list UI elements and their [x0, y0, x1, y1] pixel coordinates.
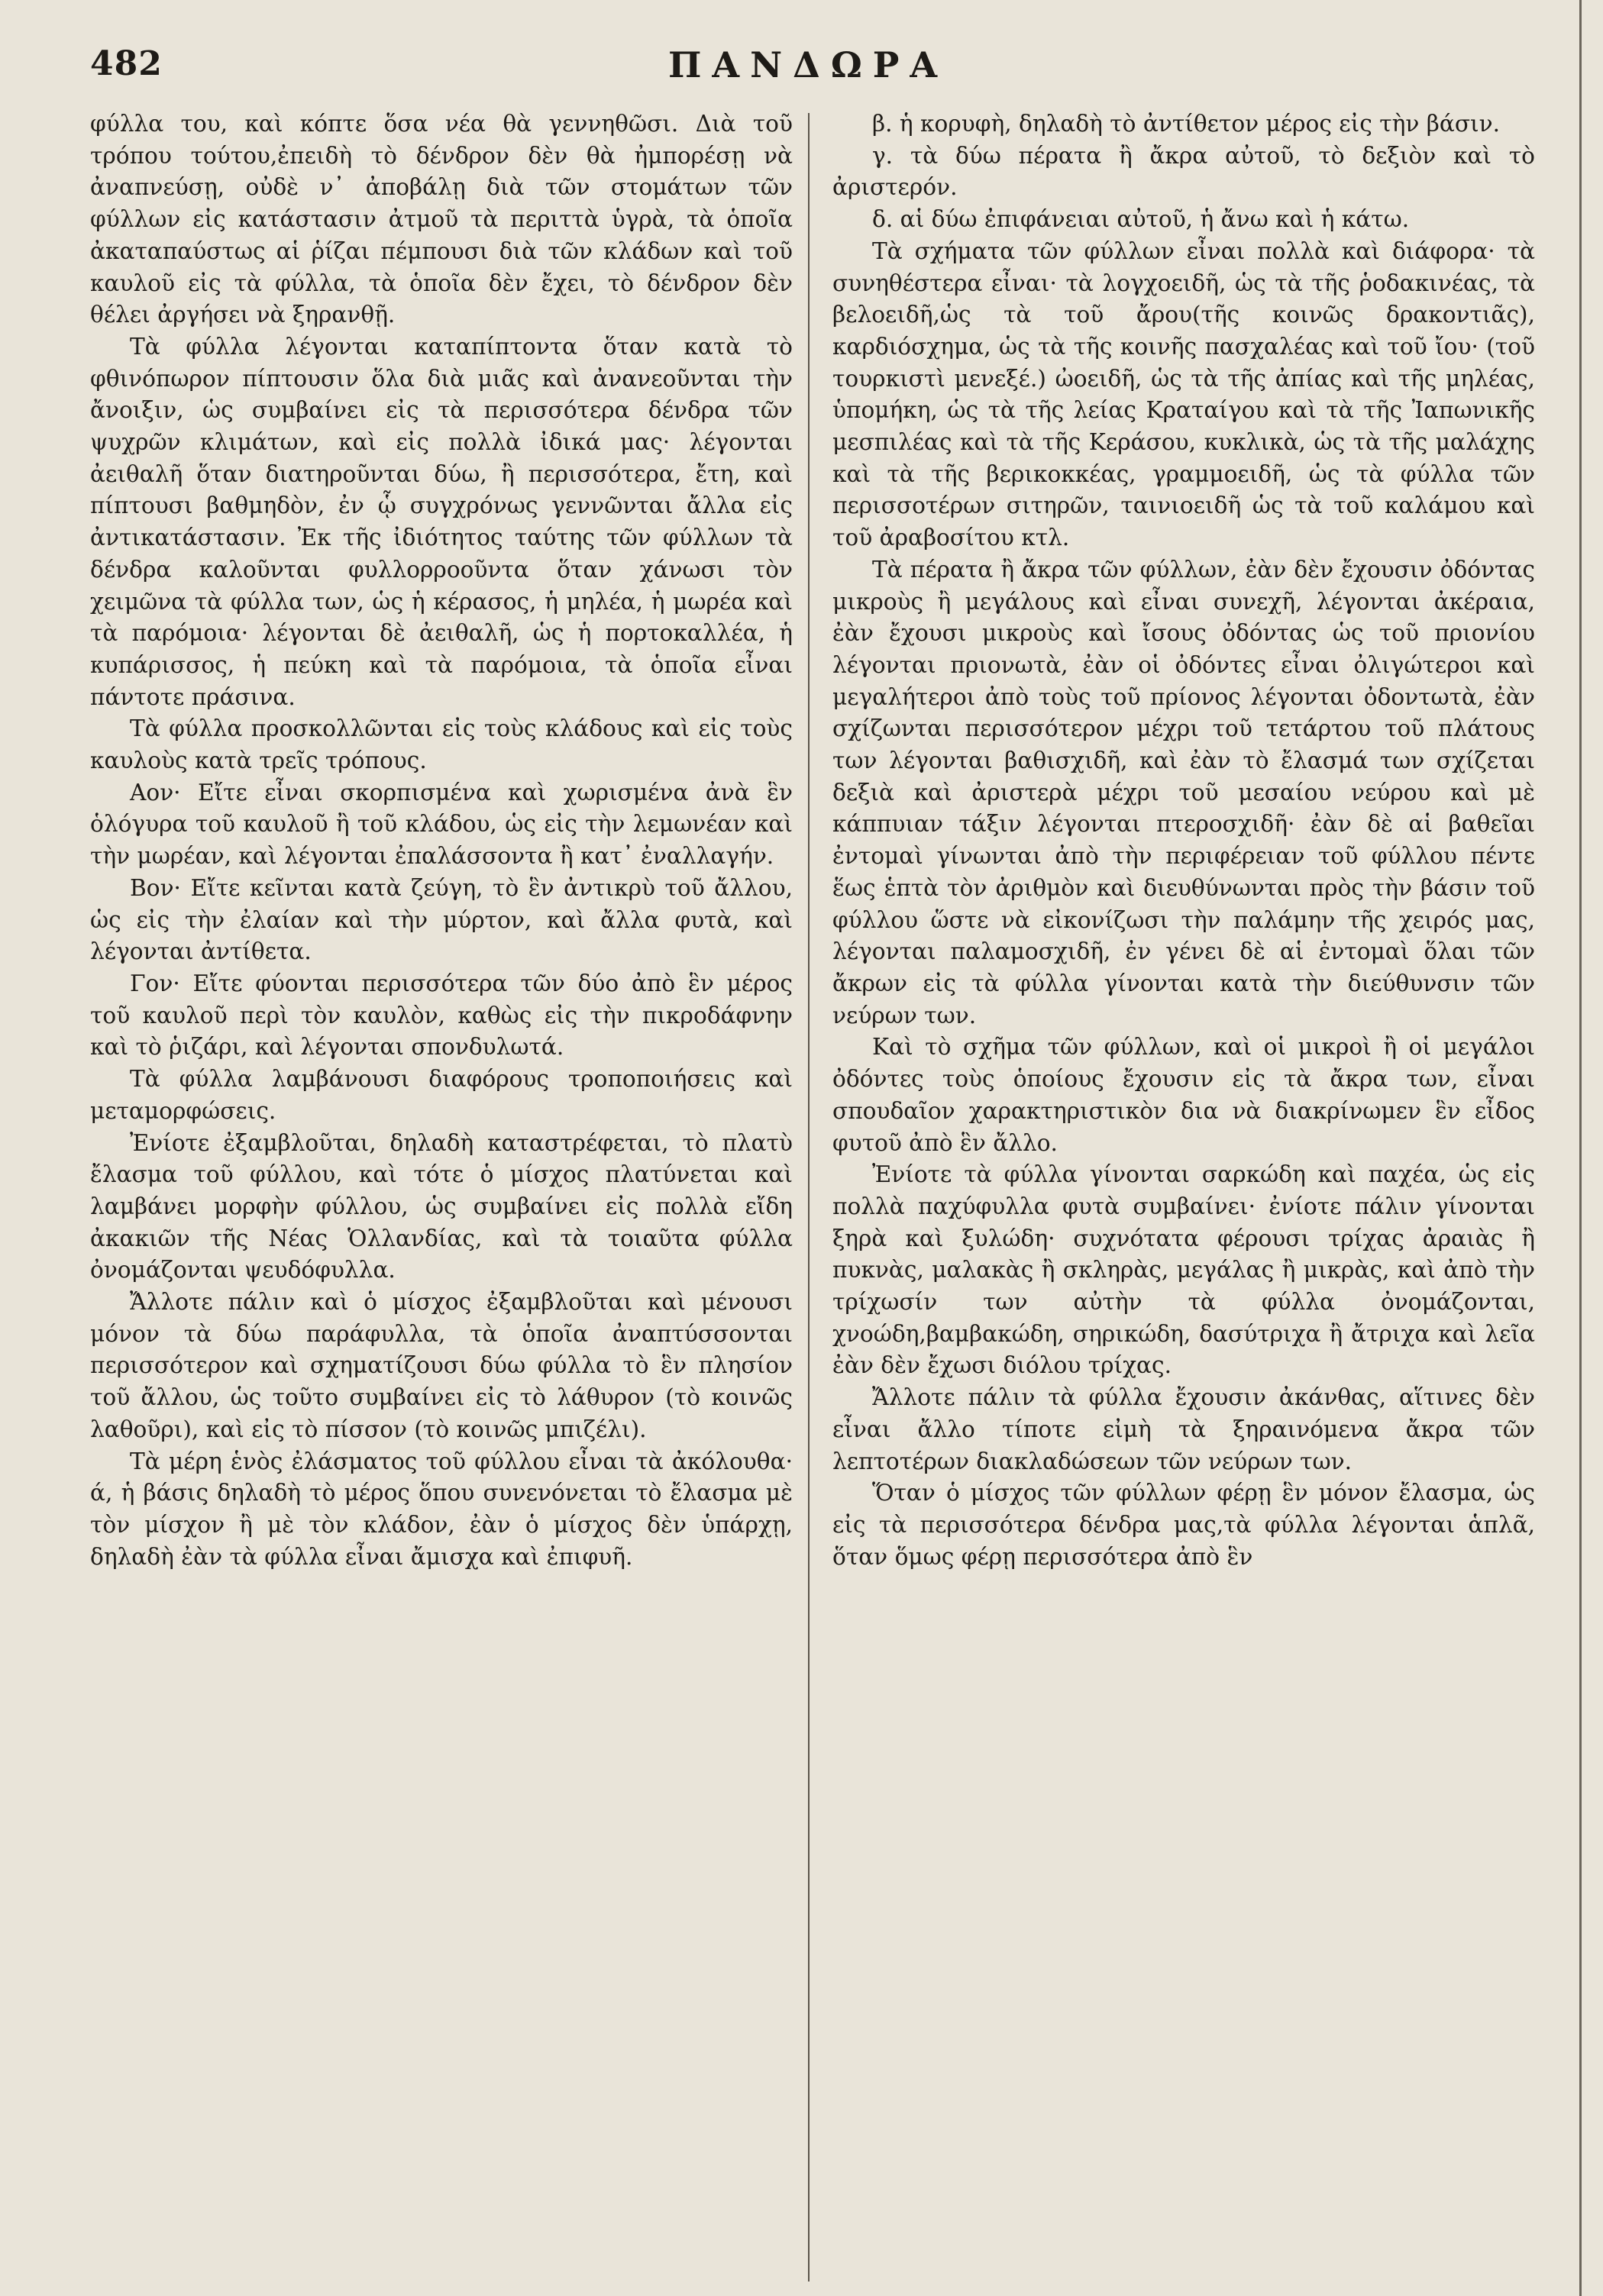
- paragraph: Ἄλλοτε πάλιν τὰ φύλλα ἔχουσιν ἀκάνθας, αἵτινες δὲν εἶναι ἄλλο τίποτε εἰμὴ τὰ ξηραινόμενα ἄκρα τῶν λεπτοτέρων διακλαδώσεων τῶν νεύρων των.: [832, 1384, 1535, 1474]
- paragraph: Τὰ φύλλα λέγονται καταπίπτοντα ὅταν κατὰ τὸ φθινόπωρον πίπτουσιν ὅλα διὰ μιᾶς καὶ ἀνανεοῦνται τὴν ἄνοιξιν, ὡς συμβαίνει εἰς τὰ περισσότερα δένδρα τῶν ψυχρῶν κλιμάτων, καὶ εἰς πολλὰ ἰδικά μας· λέγονται ἀειθαλῆ ὅταν διατηροῦνται δύω, ἢ περισσότερα, ἔτη, καὶ πίπτουσι βαθμηδὸν, ἐν ᾧ συγχρόνως γεννῶνται ἄλλα εἰς ἀντικατάστασιν. Ἐκ τῆς ἰδιότητος ταύτης τῶν φύλλων τὰ δένδρα καλοῦνται φυλλορροοῦντα ὅταν χάνωσι τὸν χειμῶνα τὰ φύλλα των, ὡς ἡ κέρασος, ἡ μηλέα, ἡ μωρέα καὶ τὰ παρόμοια· λέγονται δὲ ἀειθαλῆ, ὡς ἡ πορτοκαλλέα, ἡ κυπάρισσος, ἡ πεύκη καὶ τὰ παρόμοια, τὰ ὁποῖα εἶναι πάντοτε πράσινα.: [90, 333, 793, 710]
- paragraph: Τὰ πέρατα ἢ ἄκρα τῶν φύλλων, ἐὰν δὲν ἔχουσιν ὀδόντας μικροὺς ἢ μεγάλους καὶ εἶναι συνεχῆ, λέγονται ἀκέραια, ἐὰν ἔχουσι μικροὺς καὶ ἴσους ὀδόντας ὡς τοῦ πριονίου λέγονται πριονωτὰ, ἐὰν οἱ ὀδόντες εἶναι ὀλιγώτεροι καὶ μεγαλήτεροι ἀπὸ τοὺς τοῦ πρίονος λέγονται ὀδοντωτὰ, ἐὰν σχίζωνται περισσότερον μέχρι τοῦ τετάρτου τοῦ πλάτους των λέγονται βαθισχιδῆ, καὶ ἐὰν τὸ ἔλασμά των σχίζεται δεξιὰ καὶ ἀριστερὰ μέχρι τοῦ μεσαίου νεύρου καὶ μὲ κάππυιαν τάξιν λέγονται πτεροσχιδῆ· ἐὰν δὲ αἱ βαθεῖαι ἐντομαὶ γίνωνται ἀπὸ τὴν περιφέρειαν τοῦ φύλλου πέντε ἕως ἑπτὰ τὸν ἀριθμὸν καὶ διευθύνωνται πρὸς τὴν βάσιν τοῦ φύλλου ὥστε νὰ εἰκονίζωσι τὴν παλάμην τῆς χειρός μας, λέγονται παλαμοσχιδῆ, ἐν γένει δὲ αἱ ἐντομαὶ ὅλαι τῶν ἄκρων εἰς τὰ φύλλα γίνονται κατὰ τὴν διεύθυνσιν τῶν νεύρων των.: [832, 556, 1535, 1029]
- paragraph: Τὰ σχήματα τῶν φύλλων εἶναι πολλὰ καὶ διάφορα· τὰ συνηθέστερα εἶναι· τὰ λογχοειδῆ, ὡς τὰ τῆς ῥοδακινέας, τὰ βελοειδῆ,ὡς τὰ τοῦ ἄρου(τῆς κοινῶς δρακοντιᾶς), καρδιόσχημα, ὡς τὰ τῆς κοινῆς πασχαλέας καὶ τοῦ ἴου· (τοῦ τουρκιστὶ μενεξέ.) ὠοειδῆ, ὡς τὰ τῆς ἀπίας καὶ τῆς μηλέας, ὑπομήκη, ὡς τὰ τῆς λείας Κραταίγου καὶ τὰ τῆς Ἰαπωνικῆς μεσπιλέας καὶ τὰ τῆς Κεράσου, κυκλικὰ, ὡς τὰ τῆς μαλάχης καὶ τὰ τῆς βερικοκκέας, γραμμοειδῆ, ὡς τὰ φύλλα τῶν περισσοτέρων σιτηρῶν, ταινιοειδῆ ὡς τὰ τοῦ καλάμου καὶ τοῦ ἀραβοσίτου κτλ.: [832, 237, 1535, 551]
- paragraph: Ἐνίοτε ἐξαμβλοῦται, δηλαδὴ καταστρέφεται, τὸ πλατὺ ἔλασμα τοῦ φύλλου, καὶ τότε ὁ μίσχος πλατύνεται καὶ λαμβάνει μορφὴν φύλλου, ὡς συμβαίνει εἰς πολλὰ εἴδη ἀκακιῶν τῆς Νέας Ὁλλανδίας, καὶ τὰ τοιαῦτα φύλλα ὀνομάζονται ψευδόφυλλα.: [90, 1129, 793, 1284]
- paragraph: β. ἡ κορυφὴ, δηλαδὴ τὸ ἀντίθετον μέρος εἰς τὴν βάσιν.: [872, 111, 1501, 137]
- journal-title: ΠΑΝΔΩΡΑ: [667, 44, 949, 86]
- paragraph: Βον· Εἴτε κεῖνται κατὰ ζεύγη, τὸ ἓν ἀντικρὺ τοῦ ἄλλου, ὡς εἰς τὴν ἐλαίαν καὶ τὴν μύρτον, καὶ ἄλλα φυτὰ, καὶ λέγονται ἀντίθετα.: [90, 874, 793, 965]
- page-number: 482: [90, 44, 163, 83]
- right-column: [832, 108, 1535, 1573]
- paragraph: Τὰ μέρη ἑνὸς ἐλάσματος τοῦ φύλλου εἶναι τὰ ἀκόλουθα· ά, ἡ βάσις δηλαδὴ τὸ μέρος ὅπου συνενόνεται τὸ ἔλασμα μὲ τὸν μίσχον ἢ μὲ τὸν κλάδον, ἐὰν ὁ μίσχος δὲν ὑπάρχῃ, δηλαδὴ ἐὰν τὰ φύλλα εἶναι ἄμισχα καὶ ἐπιφυῆ.: [90, 1448, 793, 1570]
- column-divider: [808, 113, 810, 2281]
- paragraph: Αον· Εἴτε εἶναι σκορπισμένα καὶ χωρισμένα ἀνὰ ἓν ὁλόγυρα τοῦ καυλοῦ ἢ τοῦ κλάδου, ὡς εἰς τὴν λεμωνέαν καὶ τὴν μωρέαν, καὶ λέγονται ἐπαλάσσοντα ἢ κατ᾽ ἐναλλαγήν.: [90, 779, 793, 870]
- paragraph: Ἄλλοτε πάλιν καὶ ὁ μίσχος ἐξαμβλοῦται καὶ μένουσι μόνον τὰ δύω παράφυλλα, τὰ ὁποῖα ἀναπτύσσονται περισσότερον καὶ σχηματίζουσι δύω φύλλα τὸ ἓν πλησίον τοῦ ἄλλου, ὡς τοῦτο συμβαίνει εἰς τὸ λάθυρον (τὸ κοινῶς λαθοῦρι), καὶ εἰς τὸ πίσσον (τὸ κοινῶς μπιζέλι).: [90, 1289, 793, 1442]
- paragraph: Ὅταν ὁ μίσχος τῶν φύλλων φέρῃ ἓν μόνον ἔλασμα, ὡς εἰς τὰ περισσότερα δένδρα μας,τὰ φύλλα λέγονται ἁπλᾶ, ὅταν ὅμως φέρῃ περισσότερα ἀπὸ ἓν: [832, 1480, 1535, 1570]
- paragraph: Τὰ φύλλα λαμβάνουσι διαφόρους τροποποιήσεις καὶ μεταμορφώσεις.: [90, 1066, 793, 1124]
- left-column: [90, 108, 793, 1573]
- paragraph: Γον· Εἴτε φύονται περισσότερα τῶν δύο ἀπὸ ἓν μέρος τοῦ καυλοῦ περὶ τὸν καυλὸν, καθὼς εἰς τὴν πικροδάφνην καὶ τὸ ῥιζάρι, καὶ λέγονται σπονδυλωτά.: [90, 970, 793, 1061]
- running-header: [90, 44, 1526, 105]
- paragraph: φύλλα του, καὶ κόπτε ὅσα νέα θὰ γεννηθῶσι. Διὰ τοῦ τρόπου τούτου,ἐπειδὴ τὸ δένδρον δὲν θὰ ἠμπορέσῃ νὰ ἀναπνεύσῃ, οὐδὲ ν᾽ ἀποβάλῃ διὰ τῶν στομάτων τῶν φύλλων εἰς κατάστασιν ἀτμοῦ τὰ περιττὰ ὑγρὰ, τὰ ὁποῖα ἀκαταπαύστως αἱ ῥίζαι πέμπουσι διὰ τῶν κλάδων καὶ τοῦ καυλοῦ εἰς τὰ φύλλα, τὰ ὁποῖα δὲν ἔχει, τὸ δένδρον δὲν θέλει ἀργήσει νὰ ξηρανθῇ.: [90, 111, 793, 328]
- page-edge-line: [1579, 0, 1582, 2296]
- paragraph: γ. τὰ δύω πέρατα ἢ ἄκρα αὐτοῦ, τὸ δεξιὸν καὶ τὸ ἀριστερόν.: [832, 142, 1535, 201]
- paragraph: Ἐνίοτε τὰ φύλλα γίνονται σαρκώδη καὶ παχέα, ὡς εἰς πολλὰ παχύφυλλα φυτὰ συμβαίνει· ἐνίοτε πάλιν γίνονται ξηρὰ καὶ ξυλώδη· συχνότατα φέρουσι τρίχας ἀραιὰς ἢ πυκνὰς, μαλακὰς ἢ σκληρὰς, μεγάλας ἢ μικρὰς, καὶ ἀπὸ τὴν τρίχωσίν των αὐτὴν τὰ φύλλα ὀνομάζονται, χνοώδη,βαμβακώδη, σηρικώδη, δασύτριχα ἢ ἄτριχα καὶ λεῖα ἐὰν δὲν ἔχωσι διόλου τρίχας.: [832, 1161, 1535, 1379]
- paragraph: δ. αἱ δύω ἐπιφάνειαι αὐτοῦ, ἡ ἄνω καὶ ἡ κάτω.: [872, 206, 1410, 233]
- paragraph: Καὶ τὸ σχῆμα τῶν φύλλων, καὶ οἱ μικροὶ ἢ οἱ μεγάλοι ὀδόντες τοὺς ὁποίους ἔχουσιν εἰς τὰ ἄκρα των, εἶναι σπουδαῖον χαρακτηριστικὸν δια νὰ διακρίνωμεν ἓν εἶδος φυτοῦ ἀπὸ ἓν ἄλλο.: [832, 1034, 1535, 1156]
- paragraph: Τὰ φύλλα προσκολλῶνται εἰς τοὺς κλάδους καὶ εἰς τοὺς καυλοὺς κατὰ τρεῖς τρόπους.: [90, 715, 793, 774]
